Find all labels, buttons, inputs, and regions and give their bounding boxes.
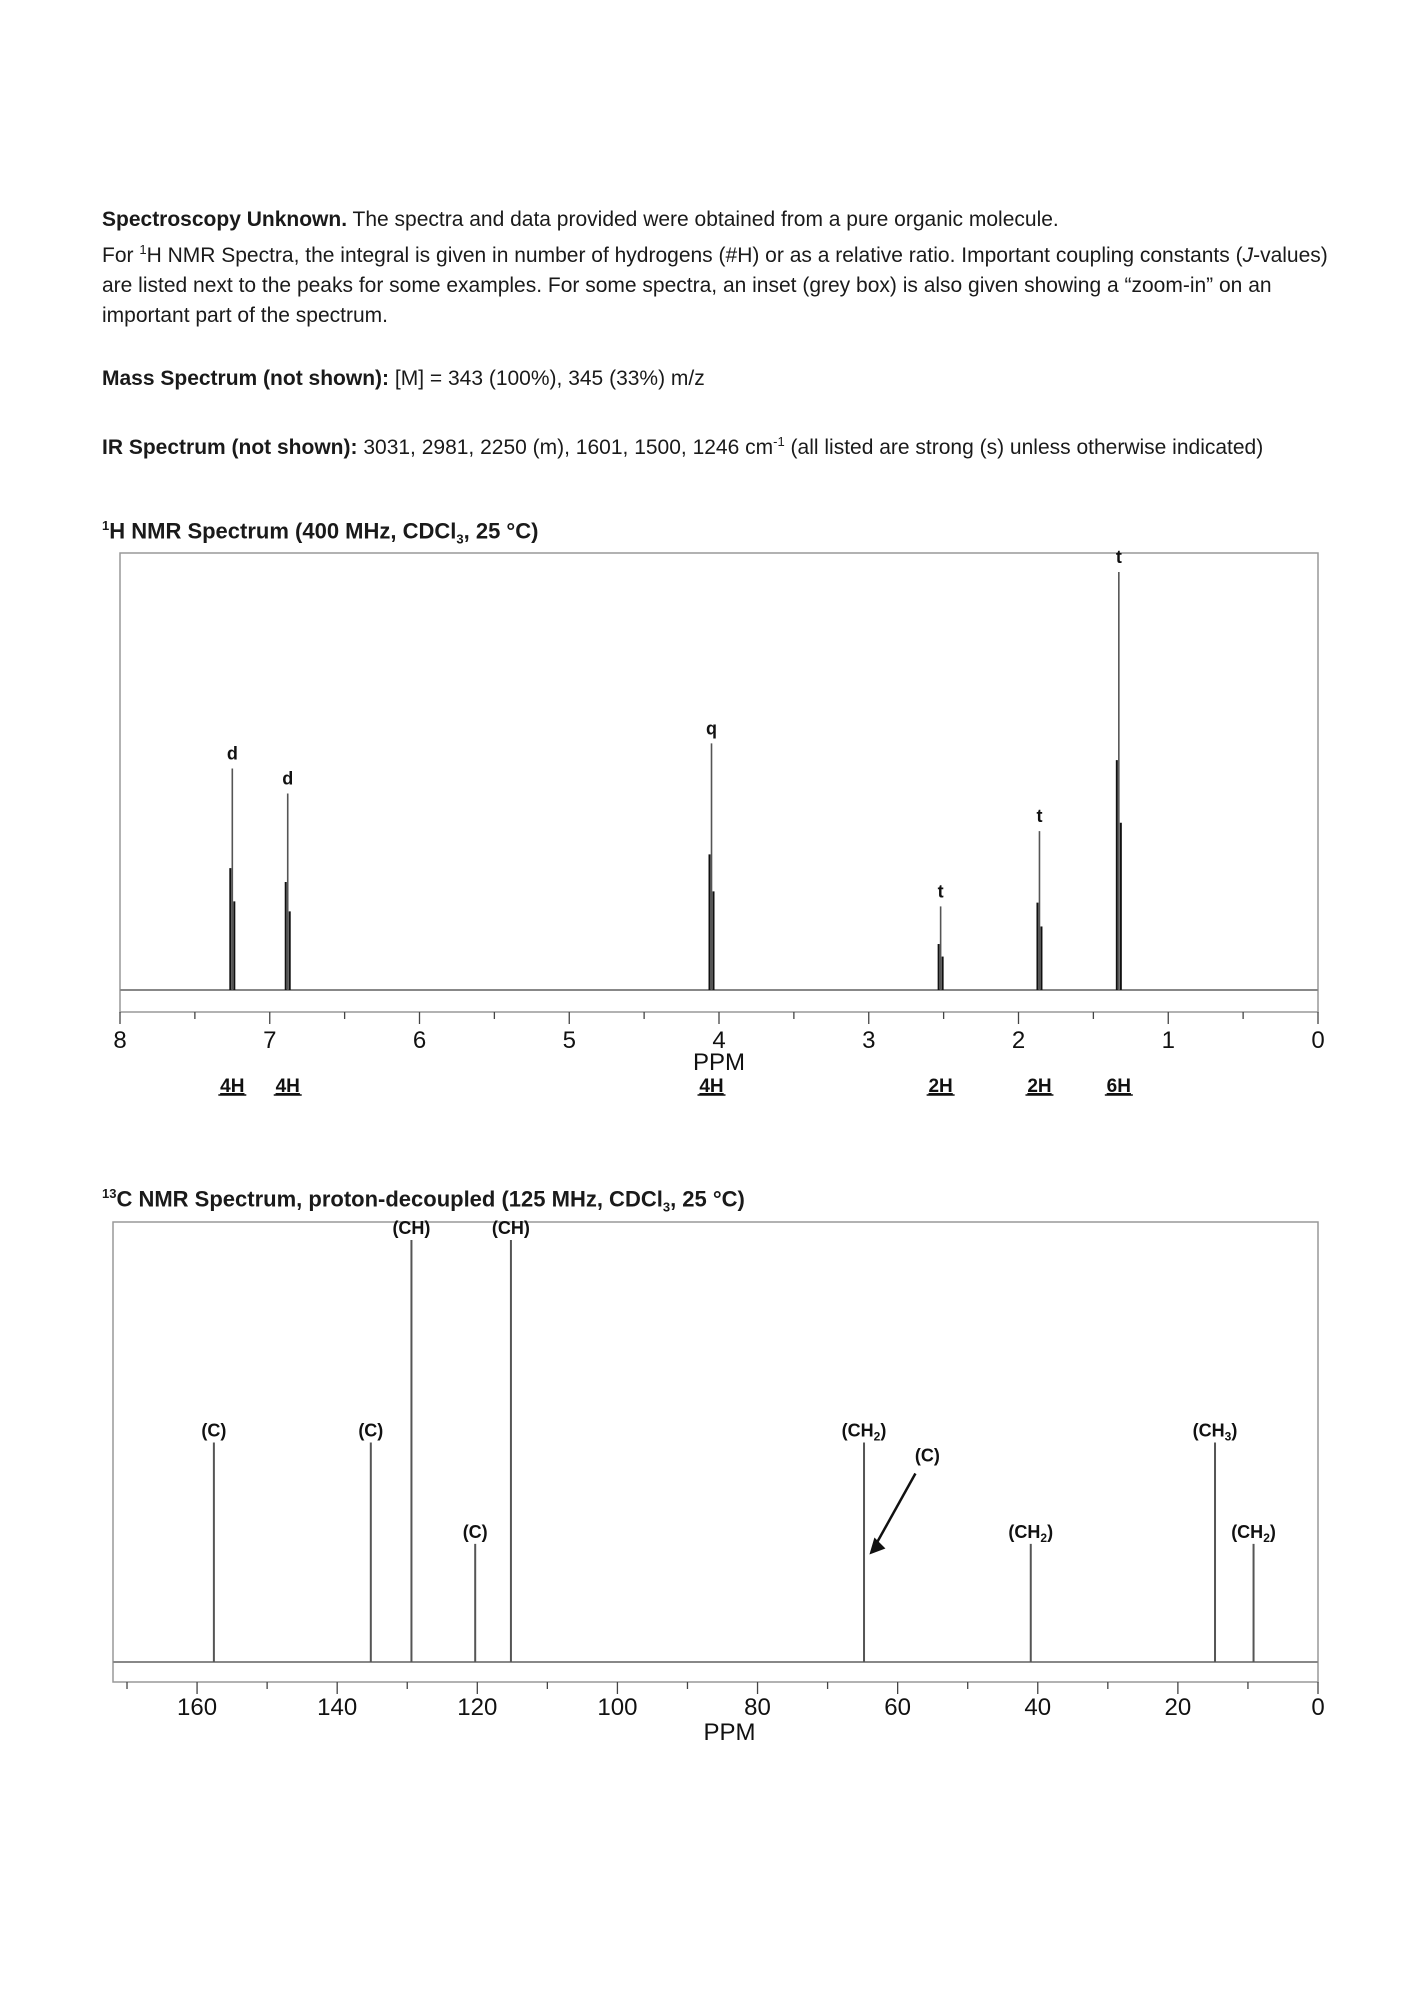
hnmr-multiplicity-label: t — [1036, 806, 1043, 827]
hnmr-tick-label: 0 — [1311, 1027, 1325, 1054]
cnmr-peak-label: $(CH_3)$ — [1192, 1420, 1238, 1444]
ir-note: (all listed are strong (s) unless otherwise indicated) — [784, 436, 1264, 459]
ir-unit-sup: -1 — [773, 434, 785, 449]
hnmr-title-end: , 25 °C) — [463, 518, 539, 544]
hnmr-tick-label: 7 — [263, 1027, 277, 1054]
hnmr-multiplicity-label: t — [937, 881, 944, 902]
intro-line1: The spectra and data provided were obtained from a pure organic molecule. — [347, 208, 1059, 231]
cnmr-peak-label: $(CH_2)$ — [1231, 1521, 1276, 1545]
hnmr-integral-label: 6H — [1106, 1076, 1131, 1097]
hnmr-tick-label: 2 — [1011, 1027, 1026, 1054]
hnmr-multiplicity-label: d — [226, 743, 238, 764]
hnmr-multiplicity-label: q — [706, 718, 718, 739]
hnmr-tick-label: 3 — [862, 1027, 876, 1054]
cnmr-tick-label: 0 — [1311, 1694, 1325, 1721]
hnmr-x-axis-label: PPM — [692, 1049, 746, 1076]
intro-line2-prefix: For — [102, 244, 140, 267]
cnmr-peak-label: (C) — [358, 1420, 384, 1441]
intro-j: J — [1242, 244, 1254, 267]
cnmr-title-sub: 3 — [662, 1199, 671, 1215]
cnmr-title-text: C NMR Spectrum, proton-decoupled (125 MHz, CDCl — [116, 1186, 663, 1212]
intro-title: Spectroscopy Unknown. — [102, 208, 348, 231]
hnmr-tick-label: 5 — [562, 1027, 576, 1054]
cnmr-tick-label: 140 — [317, 1694, 358, 1721]
cnmr-title-end: , 25 °C) — [670, 1186, 745, 1212]
cnmr-frame — [113, 1222, 1318, 1682]
hnmr-tick-label: 4 — [712, 1027, 726, 1054]
intro-sup: 1 — [139, 242, 147, 257]
cnmr-tick-label: 160 — [177, 1694, 218, 1721]
ir-label: IR Spectrum (not shown): — [102, 436, 358, 459]
cnmr-title-sup: 13 — [102, 1186, 117, 1201]
cnmr-tick-label: 120 — [457, 1694, 498, 1721]
hnmr-integral-label: 4H — [275, 1076, 300, 1097]
hnmr-multiplicity-label: t — [1115, 547, 1122, 567]
cnmr-tick-label: 80 — [744, 1694, 771, 1721]
hnmr-tick-label: 6 — [412, 1027, 427, 1054]
hnmr-integral-label: 2H — [1027, 1076, 1052, 1097]
cnmr-tick-label: 20 — [1164, 1694, 1192, 1721]
cnmr-tick-label: 100 — [597, 1694, 638, 1721]
hnmr-title-text: H NMR Spectrum (400 MHz, CDCl — [109, 518, 457, 544]
hnmr-title-sup: 1 — [102, 518, 110, 533]
hnmr-tick-label: 8 — [113, 1027, 127, 1054]
intro-line2: H NMR Spectra, the integral is given in number of hydrogens (#H) or as a relative ratio. Important coupling constants ( — [146, 244, 1243, 267]
cnmr-peak-label: (C) — [462, 1521, 488, 1542]
hnmr-frame — [120, 553, 1318, 1012]
cnmr-peak-label: (C) — [201, 1420, 227, 1441]
cnmr-peak-label: $(CH_2)$ — [1008, 1521, 1054, 1545]
hnmr-integral-label: 4H — [699, 1076, 724, 1097]
cnmr-arrow-shaft — [871, 1474, 915, 1553]
cnmr-tick-label: 60 — [884, 1694, 912, 1721]
cnmr-peak-label: (CH) — [392, 1218, 431, 1238]
cnmr-x-axis-label: PPM — [703, 1719, 756, 1746]
ir-values: 3031, 2981, 2250 (m), 1601, 1500, 1246 cm — [357, 436, 774, 459]
cnmr-peak-label: (CH) — [491, 1218, 530, 1238]
hnmr-title-sub: 3 — [456, 531, 464, 547]
hnmr-multiplicity-label: d — [282, 768, 294, 789]
hnmr-integral-label: 4H — [220, 1076, 245, 1097]
mass-label: Mass Spectrum (not shown): — [102, 367, 390, 390]
hnmr-tick-label: 1 — [1161, 1027, 1175, 1054]
cnmr-peak-label: (C) — [914, 1445, 940, 1466]
cnmr-peak-label: $(CH_2)$ — [841, 1420, 887, 1444]
mass-value: [M] = 343 (100%), 345 (33%) m/z — [389, 367, 705, 390]
intro-line2-end: -values) are listed next to the peaks for some examples. For some spectra, an inset (grey box) is also given showing a “zoom-in” on an important part of the spectrum. — [102, 244, 1328, 327]
hnmr-integral-label: 2H — [928, 1076, 953, 1097]
cnmr-tick-label: 40 — [1024, 1694, 1052, 1721]
